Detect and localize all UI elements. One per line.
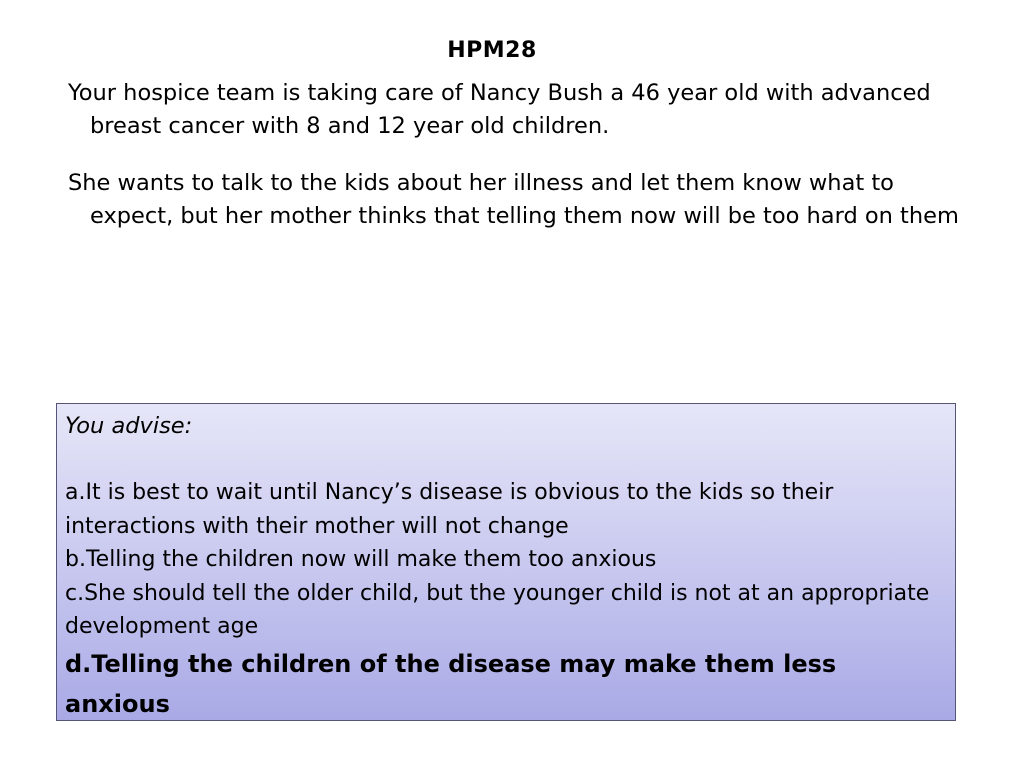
case-paragraph-2: She wants to talk to the kids about her illness and let them know what to expect, but her mother thinks that telling them now will be too hard on them	[68, 170, 959, 229]
option-d-correct: d.Telling the children of the disease may make them less anxious	[65, 649, 837, 718]
answer-box	[56, 403, 956, 721]
option-b: b.Telling the children now will make them too anxious	[65, 547, 657, 572]
advice-prompt: You advise:	[65, 413, 193, 439]
option-c: c.She should tell the older child, but the younger child is not at an appropriate development age	[65, 580, 930, 639]
case-paragraph-1: Your hospice team is taking care of Nancy Bush a 46 year old with advanced breast cancer with 8 and 12 year old children.	[68, 80, 931, 139]
option-a: a.It is best to wait until Nancy’s disease is obvious to the kids so their interactions with their mother will not change	[65, 480, 834, 539]
slide-title: HPM28	[447, 38, 537, 63]
